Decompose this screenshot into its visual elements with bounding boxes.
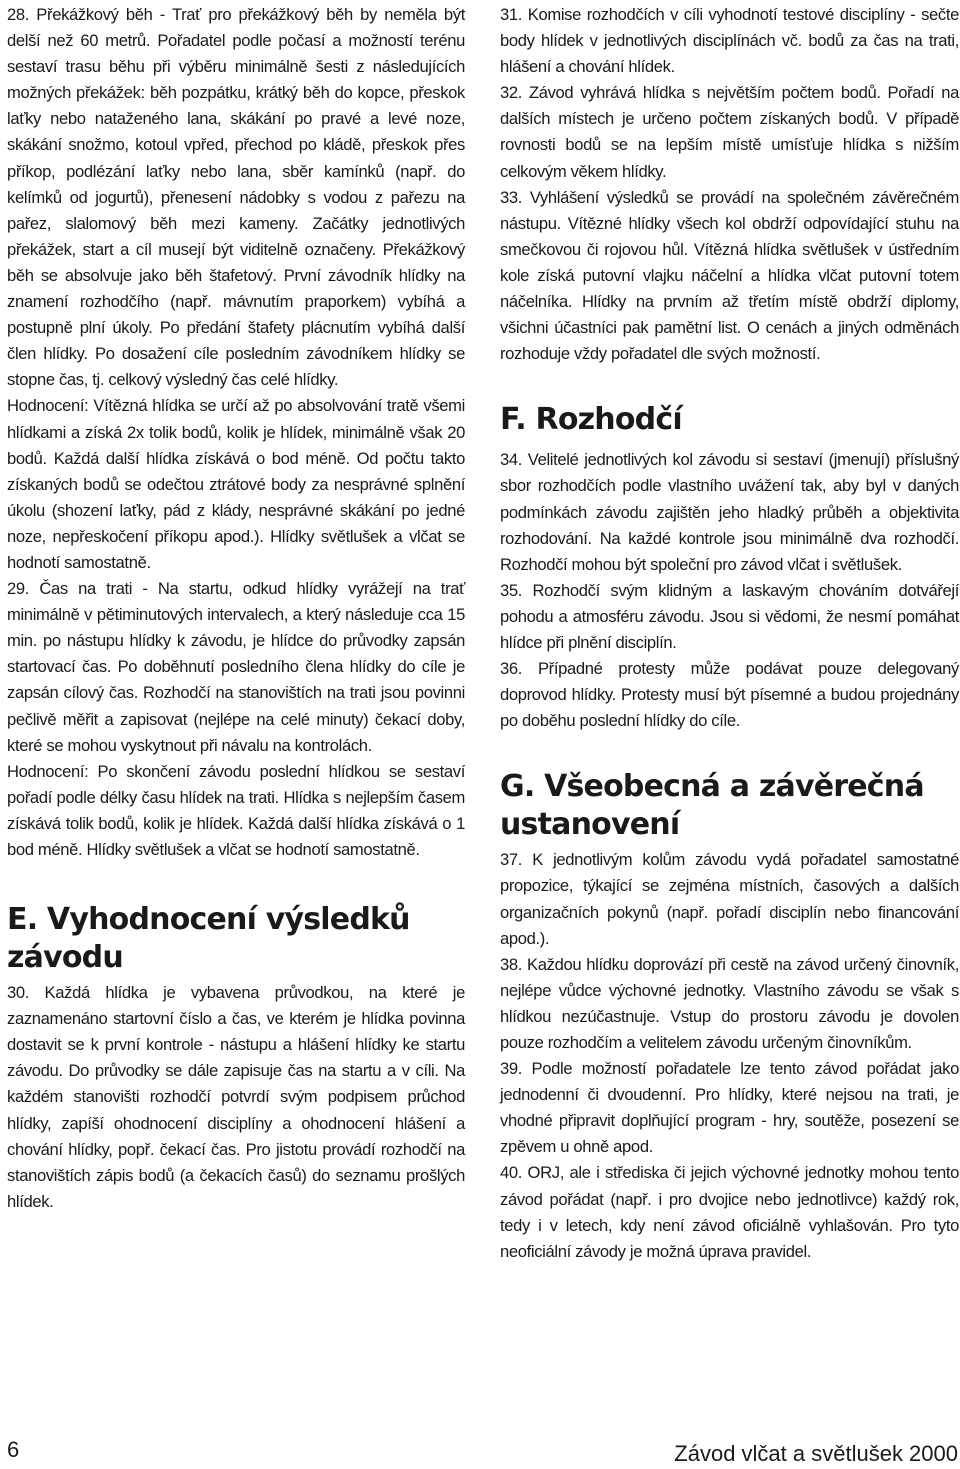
paragraph-38: 38. Každou hlídku doprovází při cestě na závod určený činovník, nejlépe vůdce výchovné jednotky. Vlastního závodu se však s hlídkou nezúčastnuje. Vstup do prostoru závodu je dovolen pouze rozhodčím a velitelem závodu určeným činovníkům. [500,954,959,1052]
paragraph-34: 34. Velitelé jednotlivých kol závodu si sestaví (jmenují) příslušný sbor rozhodčích podle vlastního uvážení tak, aby byl v daných podmínkách závodu zajištěn jeho hladký průběh a objektivita rozhodování. Na každé kontrole jsou minimálně dva rozhodčí. Rozhodčí mohou být společní pro závod vlčat i světlušek. [500,450,959,574]
footer-title: Závod vlčat a světlušek 2000 [674,1441,958,1466]
section-heading-e: E. Vyhodnocení výsledků závodu [7,902,410,976]
right-column [500,2,959,1265]
paragraph-33: 33. Vyhlášení výsledků se provádí na společném závěrečném nástupu. Vítězné hlídky všech kol obdrží odpovídající stuhu na smečkovou či rojovou hůl. Vítězná hlídka světlušek v ústředním kole získá putovní vlajku náčelní a hlídka vlčat putovní totem náčelníka. Hlídky na prvním až třetím místě obdrží diplomy, všichni účastníci pak pamětní list. O cenách a jiných odměnách rozhoduje vždy pořadatel dle svých možností. [500,187,959,364]
paragraph-31: 31. Komise rozhodčích v cíli vyhodnotí testové disciplíny - sečte body hlídek v jednotlivých disciplínách vč. bodů za čas na trati, hlášení a chování hlídek. [500,5,959,77]
section-heading-f: F. Rozhodčí [500,402,682,438]
paragraph-30: 30. Každá hlídka je vybavena průvodkou, na které je zaznamenáno startovní číslo a čas, ve kterém je hlídka povinna dostavit se k první kontrole - nástupu a hlášení hlídky ke startu závodu. Do průvodky se dále zapisuje čas na startu a v cíli. Na každém stanovišti rozhodčí potvrdí svým podpisem průchod hlídky, zapíší ohodnocení disciplíny a ohodnocení hlášení a chování hlídky, popř. čekací čas. Pro jistotu provádí rozhodčí na stanovištích zápis bodů (a čekacích časů) do seznamu prošlých hlídek. [7,983,465,1211]
paragraph-29-evaluation: Hodnocení: Po skončení závodu poslední hlídkou se sestaví pořadí podle délky času hlídek na trati. Hlídka s nejlepším časem získává tolik bodů, kolik je hlídek. Každá další hlídka získává o 1 bod méně. Hlídky světlušek a vlčat se hodnotí samostatně. [7,761,465,859]
paragraph-28-evaluation: Hodnocení: Vítězná hlídka se určí až po absolvování tratě všemi hlídkami a získá 2x tolik bodů, kolik je hlídek, minimálně však 20 bodů. Každá další hlídka získává o bod méně. Od počtu takto získaných bodů se odečtou ztrátové body za nesprávné splnění úkolu (shození laťky, pád z klády, nesprávné skákání po jedné noze, nepřeskočení příkopu apod.). Hlídky světlušek a vlčat se hodnotí samostatně. [7,396,465,572]
paragraph-28: 28. Překážkový běh - Trať pro překážkový běh by neměla být delší než 60 metrů. Pořadatel podle počasí a možností terénu sestaví trasu běhu při výběru minimálně šesti z následujících možných překážek: běh pozpátku, krátký běh do kopce, přeskok laťky nebo nataženého lana, skákání po pravé a levé noze, skákání snožmo, kotoul vpřed, přechod po kládě, přeskok přes příkop, podlézání laťky nebo lana, sběr kamínků (např. do kelímků od jogurtů), přenesení nádobky s vodou z pařezu na pařez, slalomový běh mezi kameny. Začátky jednotlivých překážek, start a cíl musejí být viditelně označeny. Překážkový běh se absolvuje jako běh štafetový. První závodník hlídky na znamení rozhodčího (např. mávnutím praporkem) vybíhá a postupně plní úkoly. Po předání štafety plácnutím vybíhá další člen hlídky. Po dosažení cíle posledním závodníkem hlídky se stopne čas, tj. celkový výsledný čas celé hlídky. [7,5,465,390]
paragraph-37: 37. K jednotlivým kolům závodu vydá pořadatel samostatné propozice, týkající se zejména místních, časových a dalších organizačních pokynů (např. pořadí disciplín nebo financování apod.). [500,850,959,948]
paragraph-36: 36. Případné protesty může podávat pouze delegovaný doprovod hlídky. Protesty musí být písemné a budou projednány po doběhu poslední hlídky do cíle. [500,659,959,731]
page-number: 6 [7,1437,20,1462]
left-column [7,2,465,1215]
section-heading-g: G. Všeobecná a závěrečná ustanovení [500,769,924,843]
paragraph-29: 29. Čas na trati - Na startu, odkud hlídky vyrážejí na trať minimálně v pětiminutových intervalech, a který následuje cca 15 min. po nástupu hlídky k závodu, je hlídce do průvodky zapsán startovací čas. Po doběhnutí posledního člena hlídky do cíle je zapsán cílový čas. Rozhodčí na stanovištích na trati jsou povinni pečlivě měřit a zapisovat (nejlépe na celé minuty) čekací doby, které se mohou vyskytnout při návalu na kontrolách. [7,579,465,755]
paragraph-39: 39. Podle možností pořadatele lze tento závod pořádat jako jednodenní či dvoudenní. Pro hlídky, které nejsou na trati, je vhodné připravit doplňující program - hry, soutěže, posezení se zpěvem u ohně apod. [500,1059,959,1157]
paragraph-32: 32. Závod vyhrává hlídka s největším počtem bodů. Pořadí na dalších místech je určeno počtem získaných bodů. V případě rovnosti bodů se na lepším místě umísťuje hlídka s nižším celkovým věkem hlídky. [500,83,959,181]
paragraph-35: 35. Rozhodčí svým klidným a laskavým chováním dotvářejí pohodu a atmosféru závodu. Jsou si vědomi, že nesmí pomáhat hlídce při plnění disciplín. [500,580,959,652]
paragraph-40: 40. ORJ, ale i střediska či jejich výchovné jednotky mohou tento závod pořádat (např. i pro dvojice nebo jednotlivce) každý rok, tedy i v letech, kdy není závod oficiálně vyhlašován. Pro tyto neoficiální závody je možná úprava pravidel. [500,1163,959,1261]
